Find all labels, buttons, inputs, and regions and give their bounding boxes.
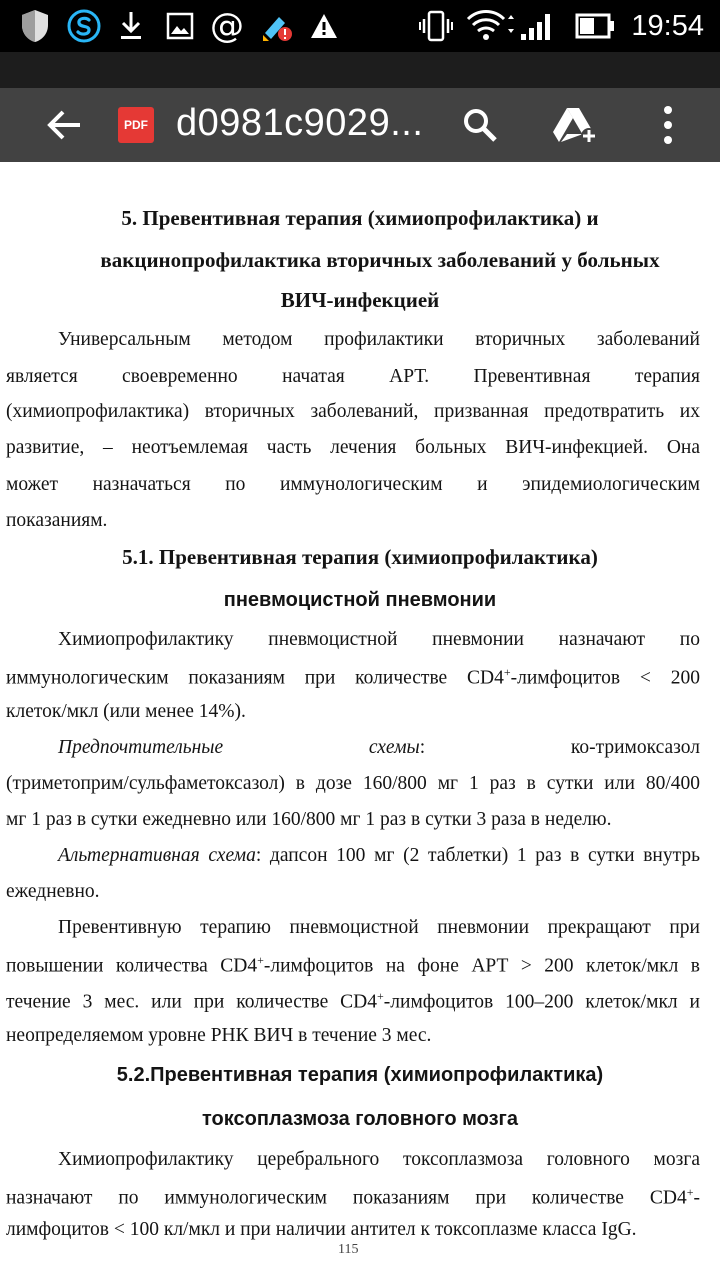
para4-line-2: ежедневно. bbox=[6, 881, 100, 902]
s-app-icon bbox=[66, 8, 102, 44]
para3-line-1: Предпочтительные схемы: ко-тримоксазол bbox=[58, 737, 700, 758]
pdf-icon bbox=[116, 88, 156, 162]
cleaner-icon bbox=[258, 8, 294, 44]
warning-icon bbox=[308, 8, 340, 44]
shield-icon bbox=[18, 8, 52, 44]
wifi-icon bbox=[466, 8, 514, 44]
app-bar bbox=[0, 88, 720, 162]
para4-line-1: Альтернативная схема: дапсон 100 мг (2 таблетки) 1 раз в сутки внутрь bbox=[58, 845, 700, 866]
para5-line-3: течение 3 мес. или при количестве CD4+-лимфоцитов 100–200 клеток/мкл и bbox=[6, 989, 700, 1013]
drive-add-icon[interactable] bbox=[550, 88, 600, 162]
battery-icon bbox=[574, 8, 616, 44]
para1-line-4: развитие, – неотъемлемая часть лечения больных ВИЧ-инфекцией. Она bbox=[6, 437, 700, 458]
status-bar-gap bbox=[0, 52, 720, 88]
file-title: d0981c9029... bbox=[176, 102, 424, 144]
para5-line-2: повышении количества CD4+-лимфоцитов на фоне АРТ > 200 клеток/мкл в bbox=[6, 953, 700, 977]
section-5-heading-line-3: ВИЧ-инфекцией bbox=[280, 288, 440, 312]
clock: 19:54 bbox=[631, 10, 704, 42]
para3-line-2: (триметоприм/сульфаметоксазол) в дозе 160/800 мг 1 раз в сутки или 80/400 bbox=[6, 773, 700, 794]
page-number: 115 bbox=[338, 1242, 359, 1257]
section-5-1-heading-line-1: 5.1. Превентивная терапия (химиопрофилактика) bbox=[122, 545, 598, 569]
para1-line-2: является своевременно начатая АРТ. Превентивная терапия bbox=[6, 366, 700, 387]
para6-line-2: назначают по иммунологическим показаниям при количестве CD4+- bbox=[6, 1185, 700, 1209]
para1-line-5: может назначаться по иммунологическим и эпидемиологическим bbox=[6, 474, 700, 495]
pdf-badge: PDF bbox=[118, 107, 154, 143]
more-vert-icon[interactable] bbox=[652, 88, 684, 162]
download-icon bbox=[116, 8, 146, 44]
at-icon: @ bbox=[210, 6, 244, 46]
section-5-1-heading-line-2: пневмоцистной пневмонии bbox=[223, 589, 497, 611]
back-arrow-icon[interactable] bbox=[40, 88, 88, 162]
para2-line-1: Химиопрофилактику пневмоцистной пневмонии назначают по bbox=[58, 629, 700, 650]
section-5-heading-line-2: вакцинопрофилактика вторичных заболеваний у больных bbox=[100, 248, 660, 272]
signal-icon bbox=[518, 8, 556, 44]
image-icon bbox=[164, 8, 196, 44]
para5-line-1: Превентивную терапию пневмоцистной пневмонии прекращают при bbox=[58, 917, 700, 938]
search-icon[interactable] bbox=[458, 88, 502, 162]
pdf-page[interactable] bbox=[0, 162, 720, 1280]
para6-line-1: Химиопрофилактику церебрального токсоплазмоза головного мозга bbox=[58, 1149, 700, 1170]
para2-line-3: клеток/мкл (или менее 14%). bbox=[6, 701, 246, 722]
para1-line-3: (химиопрофилактика) вторичных заболеваний, призванная предотвратить их bbox=[6, 401, 700, 422]
para2-line-2: иммунологическим показаниям при количестве CD4+-лимфоцитов < 200 bbox=[6, 665, 700, 689]
para1-line-1: Универсальным методом профилактики вторичных заболеваний bbox=[58, 329, 700, 350]
section-5-heading-line-1: 5. Превентивная терапия (химиопрофилактика) и bbox=[121, 206, 599, 230]
vibrate-icon bbox=[418, 8, 454, 44]
section-5-2-heading-line-2: токсоплазмоза головного мозга bbox=[201, 1108, 519, 1130]
section-5-2-heading-line-1: 5.2.Превентивная терапия (химиопрофилактика) bbox=[116, 1064, 604, 1086]
status-bar bbox=[0, 0, 720, 52]
para1-line-6: показаниям. bbox=[6, 510, 108, 531]
para3-line-3: мг 1 раз в сутки ежедневно или 160/800 мг 1 раз в сутки 3 раза в неделю. bbox=[6, 809, 612, 830]
para5-line-4: неопределяемом уровне РНК ВИЧ в течение 3 мес. bbox=[6, 1025, 432, 1046]
para6-line-3: лимфоцитов < 100 кл/мкл и при наличии антител к токсоплазме класса IgG. bbox=[6, 1219, 637, 1240]
